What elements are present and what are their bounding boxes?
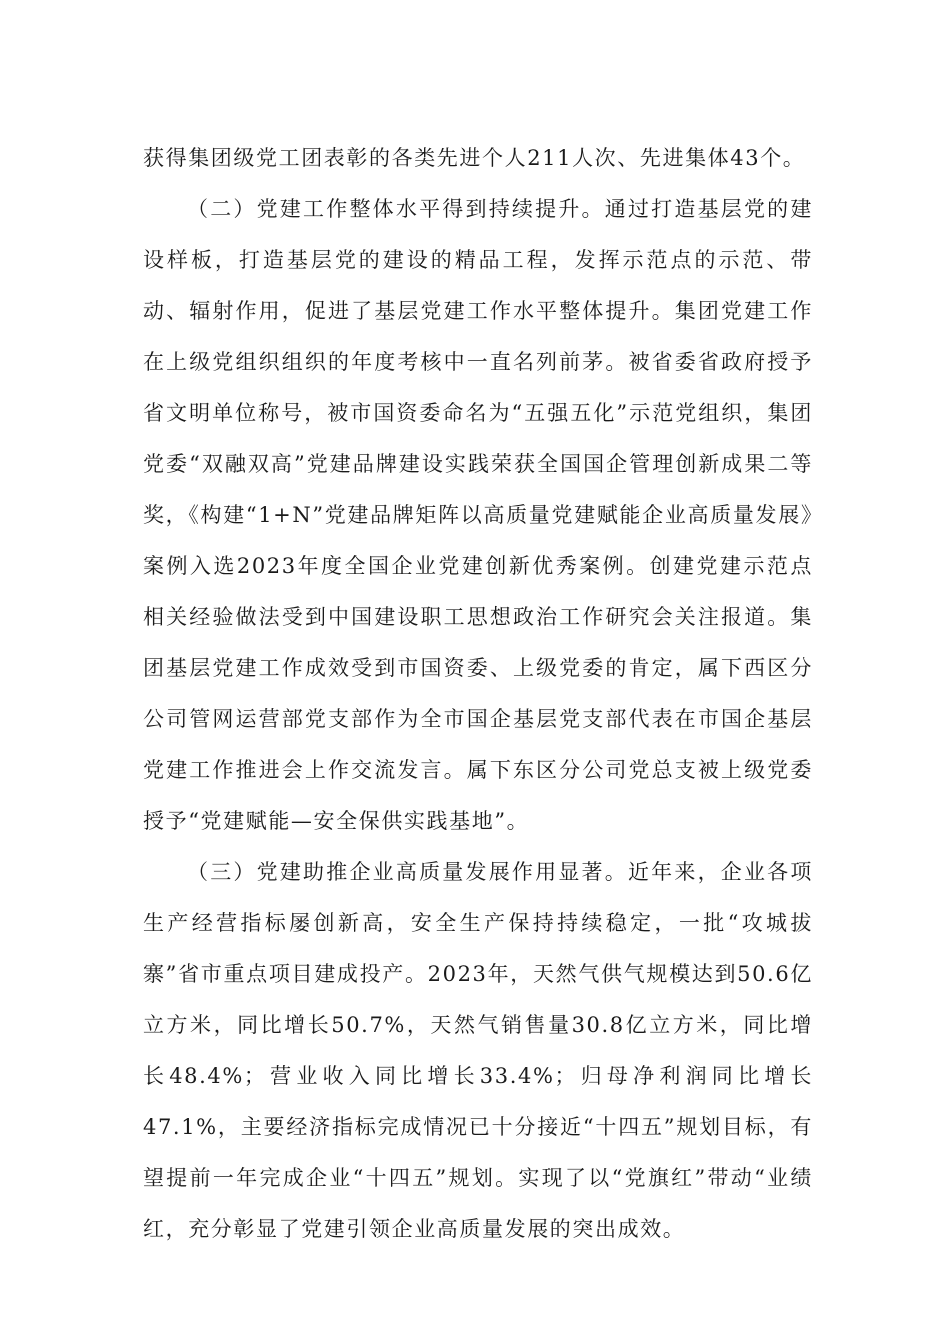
paragraph-honors-summary: 获得集团级党工团表彰的各类先进个人211人次、先进集体43个。 (143, 146, 806, 170)
paragraph-high-quality-development: （三）党建助推企业高质量发展作用显著。近年来，企业各项生产经营指标屡创新高，安全生产保持持续稳定，一批“攻城拔寨”省市重点项目建成投产。2023年，天然气供气规模达到50.6亿立方米，同比增长50.7%，天然气销售量30.8亿立方米，同比增长48.4%；营业收入同比增长33.4%；归母净利润同比增长47.1%，主要经济指标完成情况已十分接近“十四五”规划目标，有望提前一年完成企业“十四五”规划。实现了以“党旗红”带动“业绩红，充分彰显了党建引领企业高质量发展的突出成效。 (143, 860, 813, 1241)
document-body (143, 133, 813, 1255)
paragraph-party-building-level: （二）党建工作整体水平得到持续提升。通过打造基层党的建设样板，打造基层党的建设的精品工程，发挥示范点的示范、带动、辐射作用，促进了基层党建工作水平整体提升。集团党建工作在上级党组织组织的年度考核中一直名列前茅。被省委省政府授予省文明单位称号，被市国资委命名为“五强五化”示范党组织，集团党委“双融双高”党建品牌建设实践荣获全国国企管理创新成果二等奖，《构建“1+N”党建品牌矩阵以高质量党建赋能企业高质量发展》案例入选2023年度全国企业党建创新优秀案例。创建党建示范点相关经验做法受到中国建设职工思想政治工作研究会关注报道。集团基层党建工作成效受到市国资委、上级党委的肯定，属下西区分公司管网运营部党支部作为全市国企基层党支部代表在市国企基层党建工作推进会上作交流发言。属下东区分公司党总支被上级党委授予“党建赋能—安全保供实践基地”。 (143, 197, 813, 833)
